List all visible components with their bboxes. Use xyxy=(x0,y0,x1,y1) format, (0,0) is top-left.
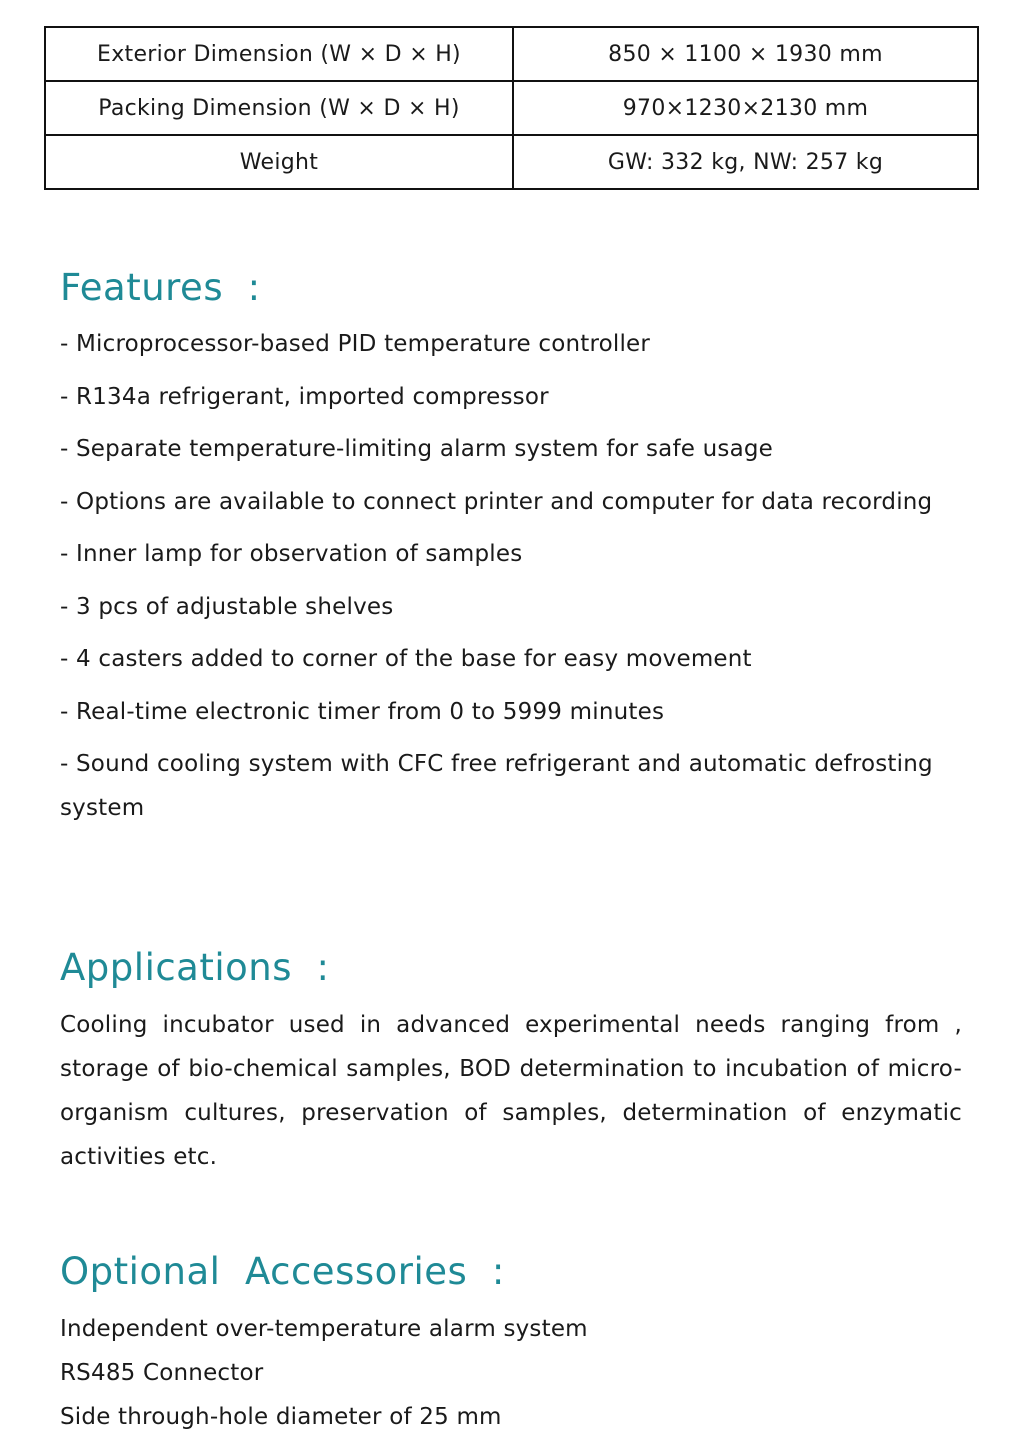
table-row xyxy=(45,81,978,135)
list-item: - Sound cooling system with CFC free refrigerant and automatic defrosting system xyxy=(60,751,933,821)
list-item: - 3 pcs of adjustable shelves xyxy=(60,593,394,620)
list-item: Side through-hole diameter of 25 mm xyxy=(60,1404,502,1430)
features-heading: Features : xyxy=(60,266,261,309)
list-item: - Inner lamp for observation of samples xyxy=(60,541,523,567)
spec-label: Weight xyxy=(45,135,513,189)
accessories-heading: Optional Accessories : xyxy=(60,1250,505,1293)
list-item: - 4 casters added to corner of the base for easy movement xyxy=(60,646,752,672)
table-row xyxy=(45,135,978,189)
list-item: - Real-time electronic timer from 0 to 5999 minutes xyxy=(60,698,665,725)
applications-heading: Applications : xyxy=(60,946,330,989)
list-item: - Options are available to connect printer and computer for data recording xyxy=(60,488,933,515)
features-list xyxy=(60,322,940,839)
table-row xyxy=(45,27,978,81)
spec-value: GW: 332 kg, NW: 257 kg xyxy=(513,135,978,189)
accessories-list xyxy=(60,1307,588,1439)
list-item: - Microprocessor-based PID temperature controller xyxy=(60,331,651,357)
spec-value: 970×1230×2130 mm xyxy=(513,81,978,135)
list-item: - R134a refrigerant, imported compressor xyxy=(60,383,549,410)
list-item: RS485 Connector xyxy=(60,1360,264,1386)
specifications-table xyxy=(44,26,979,190)
list-item: Independent over-temperature alarm system xyxy=(60,1316,588,1342)
list-item: - Separate temperature-limiting alarm system for safe usage xyxy=(60,436,774,462)
spec-label: Exterior Dimension (W × D × H) xyxy=(45,27,513,81)
spec-label: Packing Dimension (W × D × H) xyxy=(45,81,513,135)
spec-value: 850 × 1100 × 1930 mm xyxy=(513,27,978,81)
applications-paragraph: Cooling incubator used in advanced experimental needs ranging from , storage of bio-chemical samples, BOD determination to incubation of micro-organism cultures, preservation of samples, determination of enzymatic activities etc. xyxy=(60,1012,962,1170)
